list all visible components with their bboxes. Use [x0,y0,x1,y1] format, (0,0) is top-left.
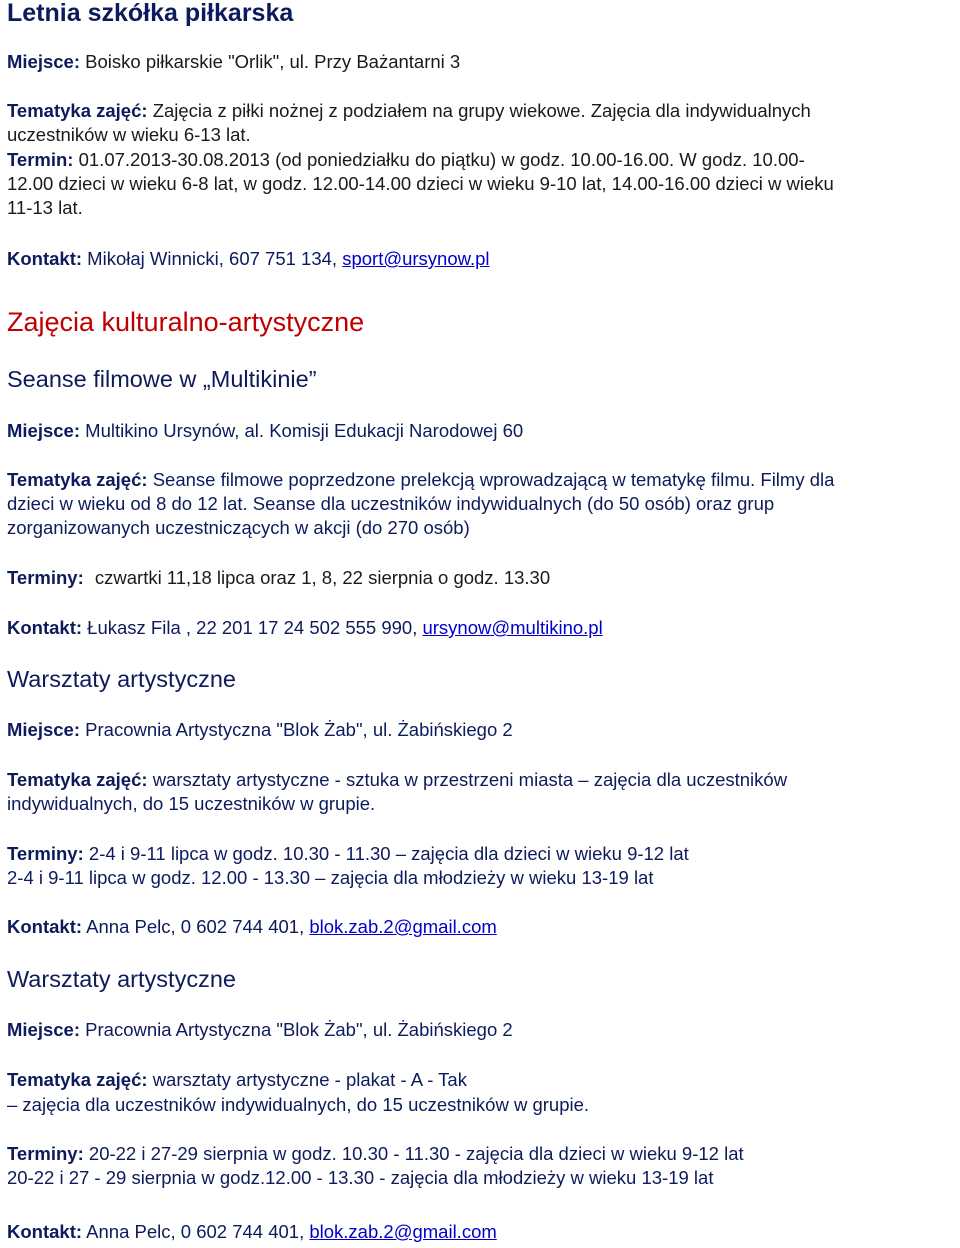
workshop2-terms-line1: 20-22 i 27-29 sierpnia w godz. 10.30 - 11.30 - zajęcia dla dzieci w wieku 9-12 lat [88,1143,744,1164]
soccer-term-label: Termin: [7,149,74,170]
soccer-place-value: Boisko piłkarskie "Orlik", ul. Przy Bażantarni 3 [85,51,461,72]
workshop2-terms [7,1142,744,1166]
soccer-contact-value: Mikołaj Winnicki, 607 751 134, [87,248,338,269]
workshop2-terms-label: Terminy: [7,1143,84,1164]
soccer-term-line3: 11-13 lat. [7,197,83,218]
cinema-place [7,419,523,443]
workshop2-terms-line2: 20-22 i 27 - 29 sierpnia w godz.12.00 - 13.30 - zajęcia dla młodzieży w wieku 13-19 lat [7,1167,714,1188]
workshop2-topic [7,1068,467,1092]
soccer-term-line2: 12.00 dzieci w wieku 6-8 lat, w godz. 12.00-14.00 dzieci w wieku 9-10 lat, 14.00-16.00 dzieci w wieku [7,173,834,194]
workshop1-contact-value: Anna Pelc, 0 602 744 401, [86,916,305,937]
workshop2-place-value: Pracownia Artystyczna "Blok Żab", ul. Żabińskiego 2 [85,1019,513,1040]
workshop1-terms-label: Terminy: [7,843,84,864]
cinema-contact-label: Kontakt: [7,617,83,638]
cinema-topic-line1: Seanse filmowe poprzedzone prelekcją wprowadzającą w tematykę filmu. Filmy dla [152,469,835,490]
soccer-topic-line2: uczestników w wieku 6-13 lat. [7,124,251,145]
workshop1-contact [7,915,497,939]
workshop2-place-label: Miejsce: [7,1019,81,1040]
soccer-contact-email-link[interactable]: sport@ursynow.pl [342,248,490,269]
workshop1-place-value: Pracownia Artystyczna "Blok Żab", ul. Żabińskiego 2 [85,719,513,740]
workshop2-title: Warsztaty artystyczne [7,966,236,992]
cinema-topic-label: Tematyka zajęć: [7,469,148,490]
soccer-term [7,148,805,172]
workshop1-contact-email-link[interactable]: blok.zab.2@gmail.com [309,916,497,937]
soccer-title: Letnia szkółka piłkarska [7,0,294,27]
cinema-terms [7,566,550,590]
workshop2-contact-value: Anna Pelc, 0 602 744 401, [86,1221,305,1242]
workshop1-topic-label: Tematyka zajęć: [7,769,148,790]
cinema-place-value: Multikino Ursynów, al. Komisji Edukacji Narodowej 60 [85,420,524,441]
workshop1-place-label: Miejsce: [7,719,81,740]
cultural-heading: Zajęcia kulturalno-artystyczne [7,307,365,337]
soccer-term-line1: 01.07.2013-30.08.2013 (od poniedziałku do piątku) w godz. 10.00-16.00. W godz. 10.00- [78,149,805,170]
workshop1-terms-line2: 2-4 i 9-11 lipca w godz. 12.00 - 13.30 – zajęcia dla młodzieży w wieku 13-19 lat [7,867,654,888]
cinema-contact-email-link[interactable]: ursynow@multikino.pl [422,617,603,638]
workshop1-topic [7,768,787,792]
cinema-topic-line3: zorganizowanych uczestniczących w akcji (do 270 osób) [7,517,470,538]
soccer-topic [7,99,811,123]
cinema-terms-value: czwartki 11,18 lipca oraz 1, 8, 22 sierpnia o godz. 13.30 [94,567,551,588]
cinema-topic-line2: dzieci w wieku od 8 do 12 lat. Seanse dla uczestników indywidualnych (do 50 osób) oraz grup [7,493,775,514]
workshop2-place [7,1018,513,1042]
workshop1-terms [7,842,689,866]
workshop1-topic-line2: indywidualnych, do 15 uczestników w grupie. [7,793,376,814]
workshop2-contact-label: Kontakt: [7,1221,83,1242]
workshop1-terms-line1: 2-4 i 9-11 lipca w godz. 10.30 - 11.30 – zajęcia dla dzieci w wieku 9-12 lat [88,843,689,864]
cinema-contact [7,616,603,640]
cinema-topic [7,468,834,492]
workshop2-contact [7,1220,497,1244]
workshop2-topic-line2: – zajęcia dla uczestników indywidualnych, do 15 uczestników w grupie. [7,1094,590,1115]
soccer-topic-line1: Zajęcia z piłki nożnej z podziałem na grupy wiekowe. Zajęcia dla indywidualnych [152,100,811,121]
cinema-contact-value: Łukasz Fila , 22 201 17 24 502 555 990, [87,617,418,638]
workshop2-topic-line1: warsztaty artystyczne - plakat - A - Tak [152,1069,467,1090]
soccer-contact-label: Kontakt: [7,248,83,269]
soccer-topic-label: Tematyka zajęć: [7,100,148,121]
cinema-title: Seanse filmowe w „Multikinie” [7,366,317,392]
cinema-terms-label: Terminy: [7,567,84,588]
workshop2-topic-label: Tematyka zajęć: [7,1069,148,1090]
workshop1-contact-label: Kontakt: [7,916,83,937]
cinema-place-label: Miejsce: [7,420,81,441]
workshop1-place [7,718,513,742]
soccer-place [7,50,460,74]
soccer-contact [7,247,490,271]
workshop1-topic-line1: warsztaty artystyczne - sztuka w przestrzeni miasta – zajęcia dla uczestników [152,769,788,790]
workshop2-contact-email-link[interactable]: blok.zab.2@gmail.com [309,1221,497,1242]
soccer-place-label: Miejsce: [7,51,81,72]
workshop1-title: Warsztaty artystyczne [7,666,236,692]
